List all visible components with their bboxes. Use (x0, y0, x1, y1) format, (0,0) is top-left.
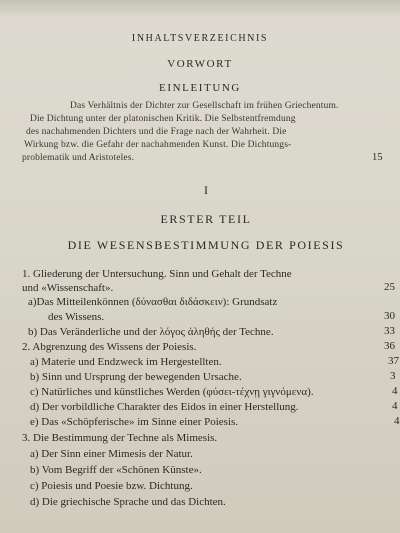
toc-page-2e: 4 (394, 415, 400, 427)
toc-entry-3c: c) Poiesis und Poesie bzw. Dichtung. (30, 480, 193, 492)
toc-entry-3a: a) Der Sinn einer Mimesis der Natur. (30, 448, 193, 460)
toc-page-2b: 3 (390, 370, 396, 382)
intro-line-5: problematik und Aristoteles. (22, 153, 135, 163)
intro-line-2: Die Dichtung unter der platonischen Kritik. Die Selbstentfremdung (30, 114, 296, 124)
section-vorwort: VORWORT (167, 58, 233, 70)
page-shadow (0, 0, 400, 18)
intro-line-1: Das Verhältnis der Dichter zur Gesellschaft im frühen Griechentum. (70, 101, 339, 111)
intro-line-4: Wirkung bzw. die Gefahr der nachahmenden Kunst. Die Dichtungs- (24, 140, 292, 150)
toc-entry-1-cont: und «Wissenschaft». (22, 282, 114, 294)
toc-entry-1a: a)Das Mitteilenkönnen (δύνασθαι διδάσκειν): Grundsatz (28, 296, 278, 308)
toc-entry-2e: e) Das «Schöpferische» im Sinne einer Poiesis. (30, 416, 239, 428)
part-roman-numeral: I (204, 183, 208, 197)
toc-page-1: 25 (384, 281, 395, 293)
toc-entry-2c: c) Natürliches und künstliches Werden (φύσει-τέχνῃ γιγνόμενα). (30, 386, 314, 398)
toc-page-2: 36 (384, 340, 395, 352)
toc-page-2a: 37 (388, 355, 399, 367)
toc-heading: INHALTSVERZEICHNIS (131, 33, 269, 44)
toc-entry-1b: b) Das Veränderliche und der λόγος ἀληθής der Techne. (28, 326, 274, 338)
toc-page-1a: 30 (384, 310, 395, 322)
intro-page: 15 (372, 152, 383, 163)
toc-entry-3b: b) Vom Begriff der «Schönen Künste». (30, 464, 202, 476)
toc-entry-2: 2. Abgrenzung des Wissens der Poiesis. (22, 341, 197, 353)
toc-entry-1a-cont: des Wissens. (48, 311, 105, 323)
intro-line-3: des nachahmenden Dichters und die Frage nach der Wahrheit. Die (26, 127, 287, 137)
toc-page-2d: 4 (392, 400, 398, 412)
toc-page-2c: 4 (392, 385, 398, 397)
toc-page-1b: 33 (384, 325, 395, 337)
toc-entry-3d: d) Die griechische Sprache und das Dichten. (30, 496, 226, 508)
toc-entry-3: 3. Die Bestimmung der Techne als Mimesis. (22, 432, 218, 444)
toc-entry-2a: a) Materie und Endzweck im Hergestellten. (30, 356, 222, 368)
section-einleitung: EINLEITUNG (159, 82, 241, 94)
toc-entry-1: 1. Gliederung der Untersuchung. Sinn und Gehalt der Techne (22, 268, 292, 280)
part-title: ERSTER TEIL (160, 212, 252, 226)
toc-entry-2b: b) Sinn und Ursprung der bewegenden Ursache. (30, 371, 242, 383)
toc-entry-2d: d) Der vorbildliche Charakter des Eidos in einer Herstellung. (30, 401, 299, 413)
part-subtitle: DIE WESENSBESTIMMUNG DER POIESIS (67, 238, 345, 252)
